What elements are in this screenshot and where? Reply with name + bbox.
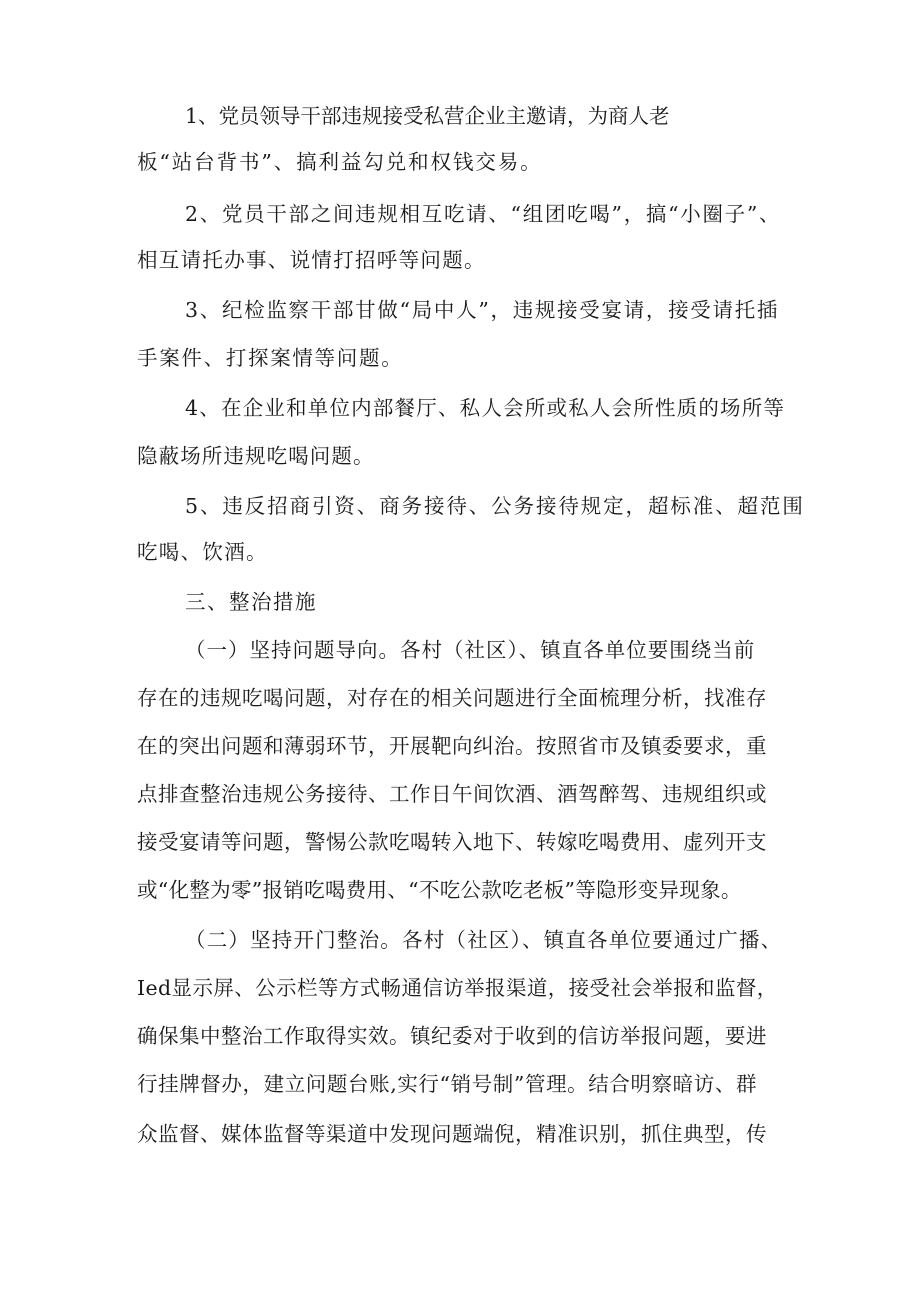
text-line-6: 手案件、打探案情等问题。 <box>137 346 404 370</box>
text-line-1: 1、党员领导干部违规接受私营企业主邀请，为商人老 <box>185 104 670 128</box>
text-line-20: 确保集中整治工作取得实效。镇纪委对于收到的信访举报问题，要进 <box>137 1024 767 1048</box>
text-line-10: 吃喝、饮酒。 <box>137 540 268 564</box>
text-line-18: （二）坚持开门整治。各村（社区）、镇直各单位要通过广播、 <box>185 928 783 952</box>
text-line-16: 接受宴请等问题，警惕公款吃喝转入地下、转嫁吃喝费用、虚列开支 <box>137 830 767 854</box>
text-line-4: 相互请托办事、说情打招呼等问题。 <box>137 248 486 272</box>
text-line-19: Ied显示屏、公示栏等方式畅通信访举报渠道，接受社会举报和监督， <box>137 976 778 1000</box>
text-line-17: 或“化整为零”报销吃喝费用、“不吃公款吃老板”等隐形变异现象。 <box>137 878 742 902</box>
text-line-13: 存在的违规吃喝问题，对存在的相关问题进行全面梳理分析，找准存 <box>137 686 767 710</box>
text-line-12: （一）坚持问题导向。各村（社区）、镇直各单位要围绕当前 <box>185 638 756 662</box>
text-line-7: 4、在企业和单位内部餐厅、私人会所或私人会所性质的场所等 <box>185 396 786 420</box>
text-line-8: 隐蔽场所违规吃喝问题。 <box>137 444 375 468</box>
text-line-2: 板“站台背书”、搞利益勾兑和权钱交易。 <box>137 150 543 174</box>
text-line-9: 5、违反招商引资、商务接待、公务接待规定，超标准、超范围 <box>185 494 805 518</box>
text-line-3: 2、党员干部之间违规相互吃请、“组团吃喝”，搞“小圈子”、 <box>185 202 782 226</box>
section-heading-measures: 三、整治措施 <box>185 590 317 614</box>
text-line-14: 在的突出问题和薄弱环节，开展靶向纠治。按照省市及镇委要求，重 <box>137 734 767 758</box>
text-line-22: 众监督、媒体监督等渠道中发现问题端倪，精准识别，抓住典型，传 <box>137 1122 767 1146</box>
text-line-15: 点排查整治违规公务接待、工作日午间饮酒、酒驾醉驾、违规组织或 <box>137 782 767 806</box>
text-line-5: 3、纪检监察干部甘做“局中人”，违规接受宴请，接受请托插 <box>185 298 780 322</box>
text-line-21: 行挂牌督办，建立问题台账,实行“销号制”管理。结合明察暗访、群 <box>137 1072 758 1096</box>
